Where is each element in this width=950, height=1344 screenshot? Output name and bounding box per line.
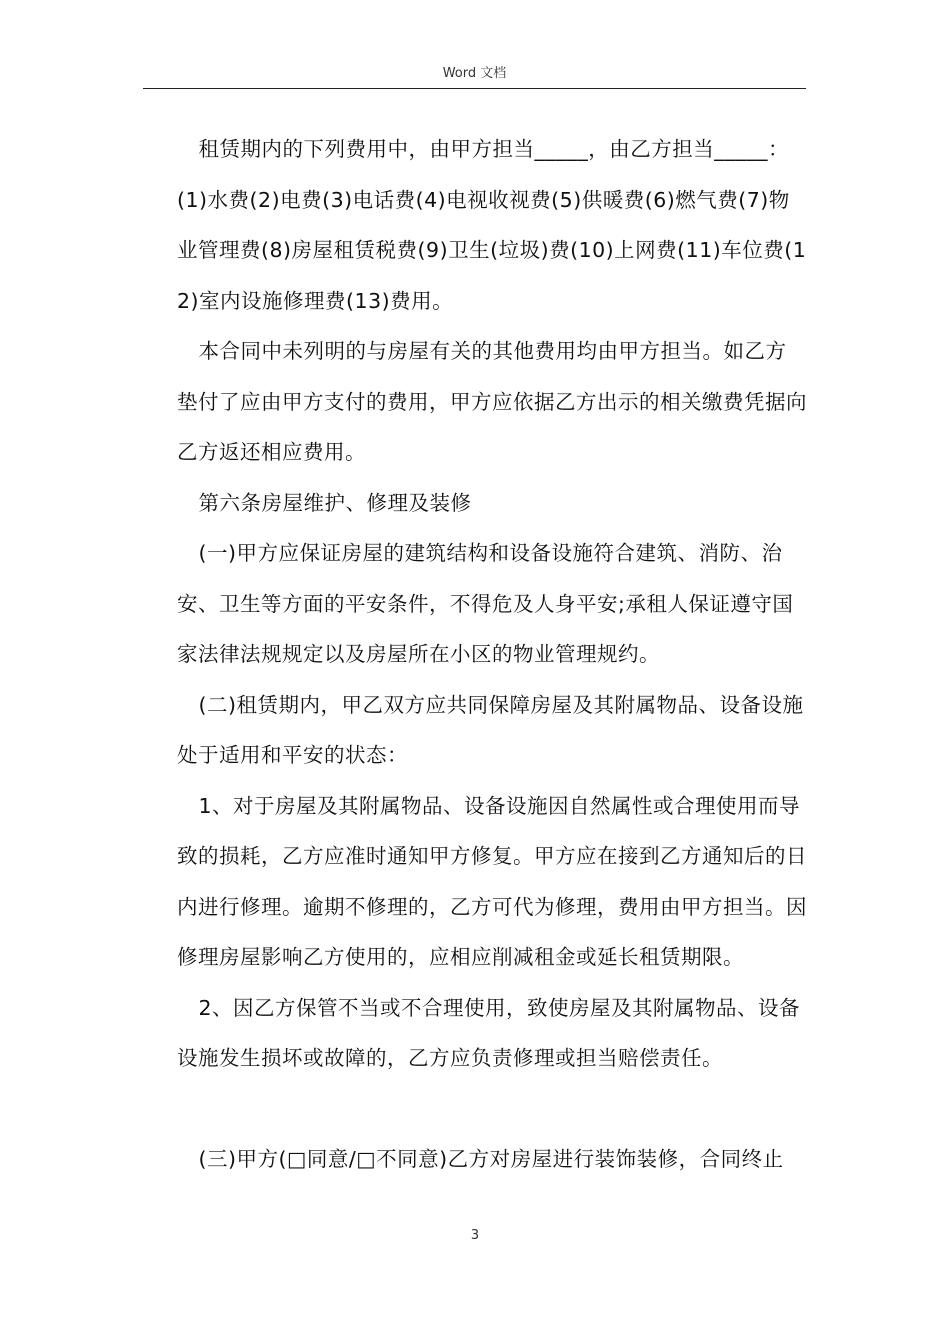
paragraph-fees: 租赁期内的下列费用中，由甲方担当_____，由乙方担当_____：(1)水费(2)电费(3)电话费(4)电视收视费(5)供暖费(6)燃气费(7)物业管理费(8)房屋租赁税费(9)卫生(垃圾)费(10)上网费(11)车位费(12)室内设施修理费(13)费用。 [177,137,807,313]
document-header [143,64,806,89]
page-number: 3 [470,1228,480,1243]
paragraph-clause-2: (二)租赁期内，甲乙双方应共同保障房屋及其附属物品、设备设施处于适用和平安的状态： [177,692,804,767]
paragraph-item-2: 2、因乙方保管不当或不合理使用，致使房屋及其附属物品、设备设施发生损坏或故障的，乙方应负责修理或担当赔偿责任。 [177,995,801,1070]
header-title: Word 文档 [442,66,507,81]
section-heading-article-6: 第六条房屋维护、修理及装修 [198,490,472,515]
paragraph-spacer [177,1084,807,1134]
document-body [177,124,807,1184]
paragraph-other-fees: 本合同中未列明的与房屋有关的其他费用均由甲方担当。如乙方垫付了应由甲方支付的费用，甲方应依据乙方出示的相关缴费凭据向乙方返还相应费用。 [177,339,807,464]
paragraph-item-1: 1、对于房屋及其附属物品、设备设施因自然属性或合理使用而导致的损耗，乙方应准时通知甲方修复。甲方应在接到乙方通知后的日内进行修理。逾期不修理的，乙方可代为修理，费用由甲方担当。因修理房屋影响乙方使用的，应相应削减租金或延长租赁期限。 [177,793,807,969]
paragraph-clause-3: (三)甲方(□同意/□不同意)乙方对房屋进行装饰装修，合同终止 [198,1146,784,1171]
paragraph-clause-1: (一)甲方应保证房屋的建筑结构和设备设施符合建筑、消防、治安、卫生等方面的平安条件，不得危及人身平安;承租人保证遵守国家法律法规规定以及房屋所在小区的物业管理规约。 [177,541,794,666]
